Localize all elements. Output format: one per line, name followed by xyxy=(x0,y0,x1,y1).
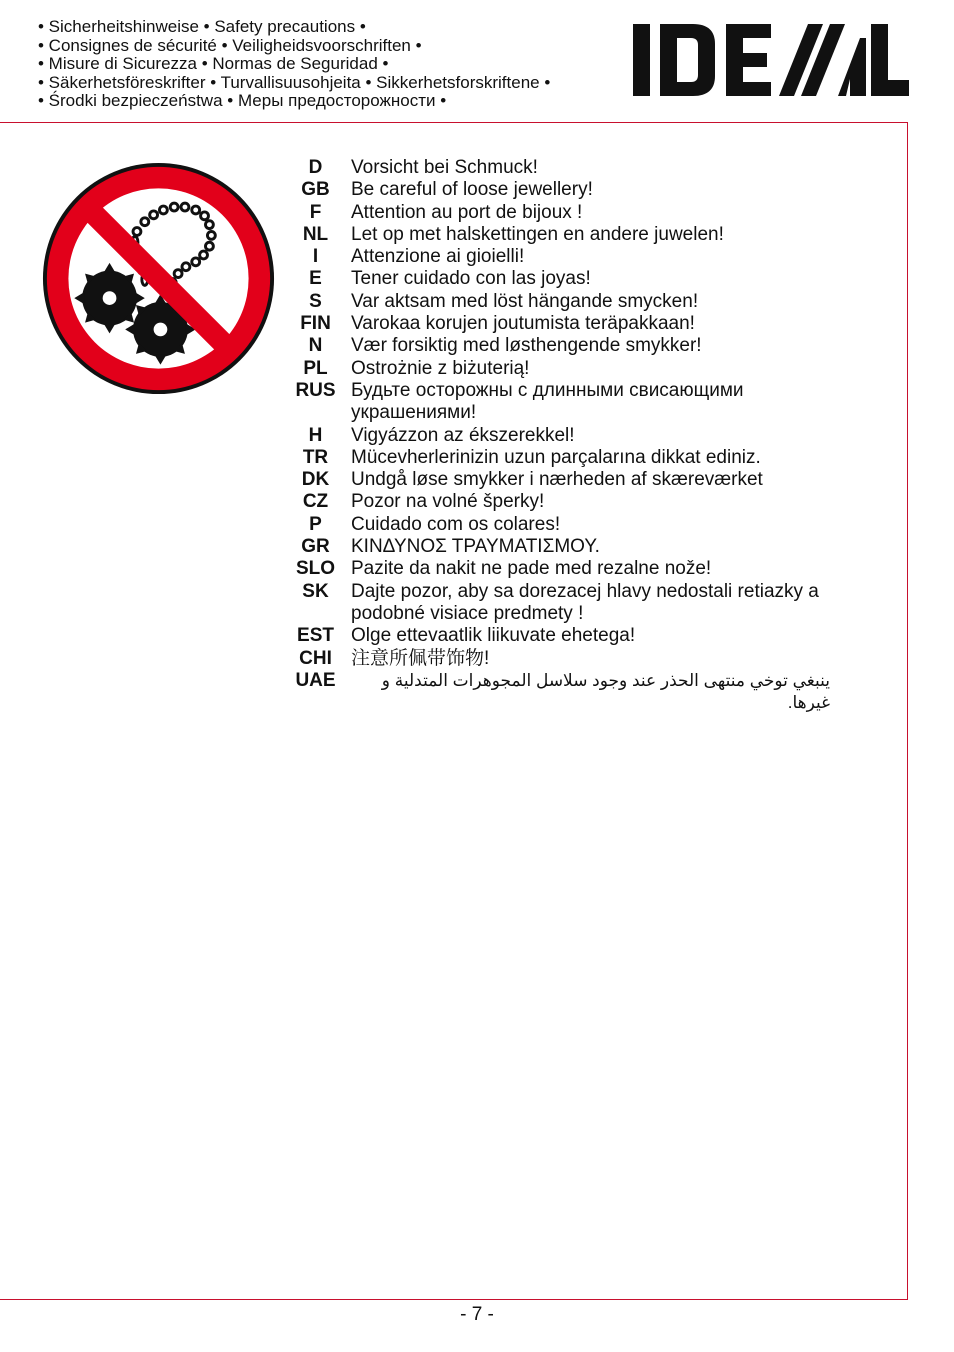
header-line: • Środki bezpieczeństwa • Меры предосторожности • xyxy=(38,91,447,110)
language-code: SK xyxy=(302,580,329,602)
warning-text: Vorsicht bei Schmuck! xyxy=(351,157,538,178)
language-code: I xyxy=(312,246,319,268)
header-line: • Sicherheitshinweise • Safety precautions • xyxy=(38,17,366,36)
warning-text: Let op met halskettingen en andere juwelen! xyxy=(351,223,724,245)
warning-text: 注意所佩带饰物! xyxy=(351,647,490,669)
no-loose-jewellery-icon xyxy=(41,161,276,396)
warning-text: Tener cuidado con las joyas! xyxy=(351,268,591,290)
warning-text: Be careful of loose jewellery! xyxy=(351,179,593,201)
warning-text: Olge ettevaatlik liikuvate ehetega! xyxy=(351,625,636,647)
language-code: S xyxy=(309,290,322,312)
warning-text: Var aktsam med löst hängande smycken! xyxy=(351,290,699,312)
language-code: H xyxy=(308,424,323,446)
language-code: N xyxy=(308,335,323,357)
list-item xyxy=(292,425,852,447)
language-code: FIN xyxy=(300,313,331,335)
list-item xyxy=(292,447,852,469)
list-item xyxy=(292,380,852,425)
ideal-logo xyxy=(633,24,909,96)
list-item xyxy=(292,514,852,536)
language-code: TR xyxy=(302,446,329,468)
warning-list xyxy=(292,157,852,714)
list-item xyxy=(292,581,852,626)
language-code: SLO xyxy=(295,558,336,580)
warning-text: Attenzione ai gioielli! xyxy=(351,246,525,268)
list-item xyxy=(292,491,852,513)
warning-text: Pozor na volné šperky! xyxy=(351,491,545,513)
warning-text: Vigyázzon az ékszerekkel! xyxy=(351,424,575,446)
warning-text: Varokaa korujen joutumista teräpakkaan! xyxy=(351,313,695,335)
language-code: GB xyxy=(301,179,330,201)
list-item xyxy=(292,558,852,580)
list-item xyxy=(292,648,852,670)
header-line: • Consignes de sécurité • Veiligheidsvoorschriften • xyxy=(38,35,422,55)
list-item xyxy=(292,157,852,179)
language-code: D xyxy=(308,157,323,178)
warning-text: ينبغي توخي منتهى الحذر عند وجود سلاسل المجوهرات المتدلية و غيرها. xyxy=(381,670,830,713)
list-item xyxy=(292,224,852,246)
language-code: CHI xyxy=(299,647,332,669)
language-code: UAE xyxy=(295,669,336,691)
list-item xyxy=(292,179,852,201)
language-code: P xyxy=(309,513,322,535)
list-item xyxy=(292,469,852,491)
language-code: GR xyxy=(301,536,330,558)
warning-text: Dajte pozor, aby sa dorezacej hlavy nedostali retiazky a podobné visiace predmety ! xyxy=(351,580,819,624)
list-item xyxy=(292,246,852,268)
header-line: • Misure di Sicurezza • Normas de Seguridad • xyxy=(38,54,389,73)
language-code: RUS xyxy=(295,379,336,401)
warning-text: Будьте осторожны с длинными свисающими украшениями! xyxy=(351,379,744,424)
warning-text: ΚΙΝΔΥΝΟΣ ΤΡΑΥΜΑΤΙΣΜΟΥ. xyxy=(351,536,600,558)
warning-text: Cuidado com os colares! xyxy=(351,513,561,535)
list-item xyxy=(292,625,852,647)
list-item xyxy=(292,358,852,380)
language-code: CZ xyxy=(302,491,329,513)
header-languages xyxy=(38,18,550,111)
list-item xyxy=(292,268,852,290)
language-code: PL xyxy=(303,357,328,379)
language-code: E xyxy=(309,268,322,290)
list-item xyxy=(292,670,852,715)
page-number: - 7 - xyxy=(460,1304,494,1325)
list-item xyxy=(292,202,852,224)
list-item xyxy=(292,536,852,558)
language-code: DK xyxy=(301,469,330,491)
language-code: F xyxy=(309,201,322,223)
header-line: • Säkerhetsföreskrifter • Turvallisuusohjeita • Sikkerhetsforskriftene • xyxy=(38,72,551,92)
language-code: EST xyxy=(297,625,334,647)
warning-text: Attention au port de bijoux ! xyxy=(351,201,583,223)
warning-text: Mücevherlerinizin uzun parçalarına dikkat ediniz. xyxy=(351,446,761,468)
list-item xyxy=(292,313,852,335)
list-item xyxy=(292,335,852,357)
warning-text: Ostrożnie z biżuterią! xyxy=(351,357,530,379)
warning-text: Pazite da nakit ne pade med rezalne nože! xyxy=(351,558,712,580)
list-item xyxy=(292,291,852,313)
warning-text: Vær forsiktig med løsthengende smykker! xyxy=(351,335,702,357)
warning-text: Undgå løse smykker i nærheden af skæreværket xyxy=(351,469,763,491)
language-code: NL xyxy=(302,223,329,245)
